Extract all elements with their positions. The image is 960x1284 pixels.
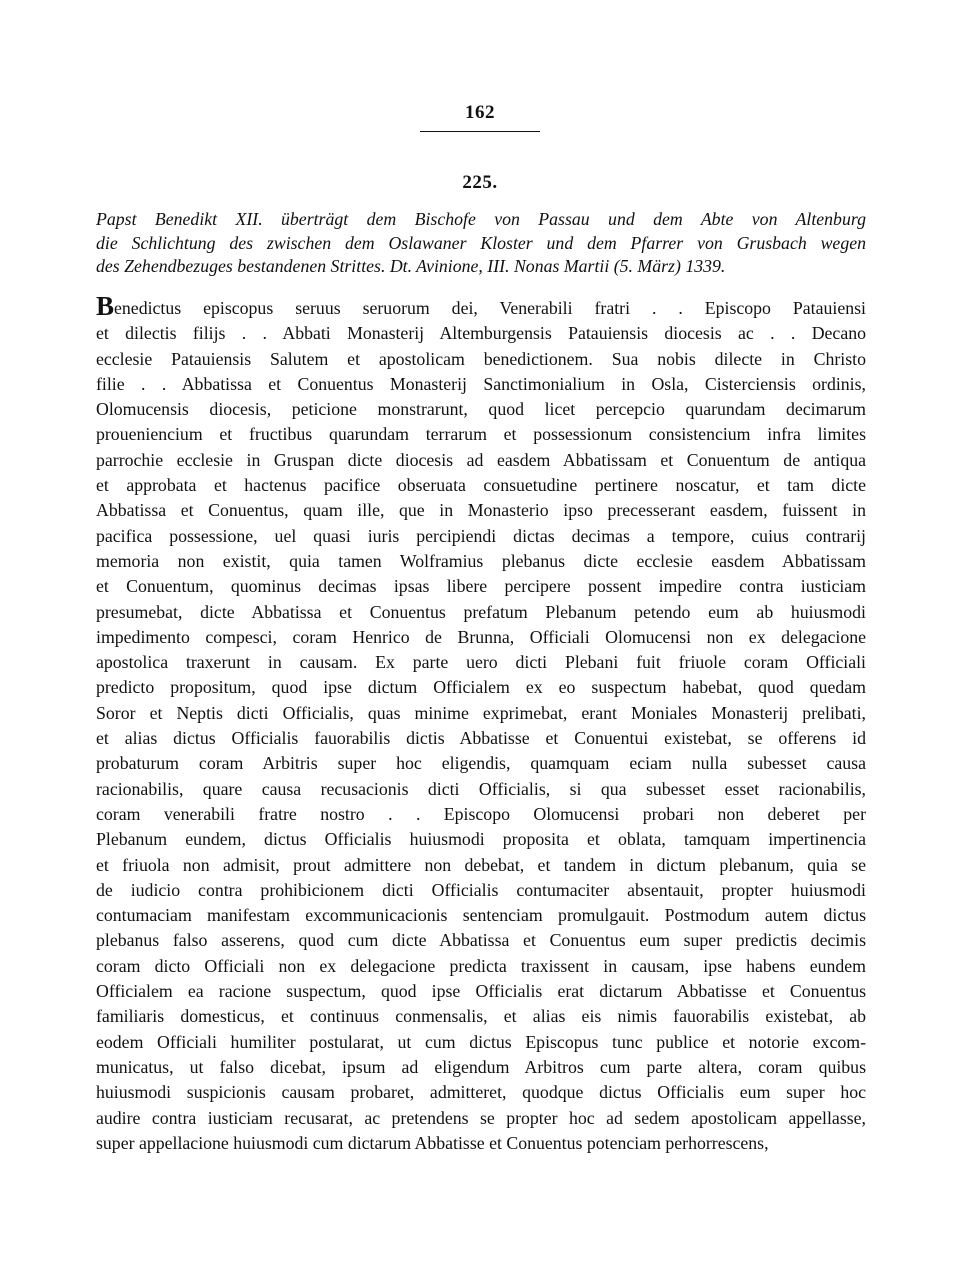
- charter-line: audire contra iusticiam recusarat, ac pretendens se propter hoc ad sedem apostolicam appellasse,: [96, 1107, 866, 1128]
- charter-line: filie . . Abbatissa et Conuentus Monasterij Sanctimonialium in Osla, Cisterciensis ordinis,: [96, 373, 866, 394]
- charter-line: coram dicto Officiali non ex delegacione predicta traxissent in causam, ipse habens eundem: [96, 955, 866, 976]
- charter-line: contumaciam manifestam excommunicacionis sentenciam promulgauit. Postmodum autem dictus: [96, 905, 866, 926]
- initial-letter: B: [96, 291, 115, 321]
- regest-line: die Schlichtung des zwischen dem Oslawaner Kloster und dem Pfarrer von Grusbach wegen: [96, 232, 866, 253]
- charter-line: plebanus falso asserens, quod cum dicte Abbatissa et Conuentus eum super predictis decimis: [96, 930, 866, 951]
- charter-line: impedimento compesci, coram Henrico de Brunna, Officiali Olomucensi non ex delegacione: [96, 626, 866, 647]
- regest-summary: [96, 208, 866, 279]
- header-rule: [420, 131, 540, 132]
- charter-line: pacifica possessione, uel quasi iuris percipiendi dictas decimas a tempore, cuius contrarij: [96, 525, 866, 546]
- page-number: 162: [465, 102, 495, 123]
- charter-line: et approbata et hactenus pacifice obseruata consuetudine pertinere noscatur, et tam dicte: [96, 475, 866, 496]
- charter-line: de iudicio contra prohibicionem dicti Officialis contumaciter absentauit, propter huiusmodi: [96, 879, 866, 900]
- first-line-text: enedictus episcopus seruus seruorum dei, Venerabili fratri . . Episcopo Patauiensi: [114, 298, 866, 318]
- charter-line: Plebanum eundem, dictus Officialis huiusmodi proposita et oblata, tamquam impertinencia: [96, 829, 866, 850]
- charter-line: Soror et Neptis dicti Officialis, quas minime exprimebat, erant Moniales Monasterij prelibati,: [96, 702, 866, 723]
- charter-line: parrochie ecclesie in Gruspan dicte diocesis ad easdem Abbatissam et Conuentum de antiqua: [96, 449, 866, 470]
- charter-line: et dilectis filijs . . Abbati Monasterij Altemburgensis Patauiensis diocesis ac . . Decano: [96, 323, 866, 344]
- charter-line: Abbatissa et Conuentus, quam ille, que in Monasterio ipso precesserant easdem, fuissent in: [96, 500, 866, 521]
- charter-line: Officialem ea racione suspectum, quod ipse Officialis erat dictarum Abbatisse et Conuentus: [96, 981, 866, 1002]
- document-number: 225.: [462, 172, 498, 193]
- charter-line: et friuola non admisit, prout admittere non debebat, et tandem in dictum plebanum, quia se: [96, 854, 866, 875]
- charter-line: racionabilis, quare causa recusacionis dicti Officialis, si qua subesset esset racionabilis,: [96, 778, 866, 799]
- charter-line: et Conuentum, quominus decimas ipsas libere percipere possent impedire contra iusticiam: [96, 576, 866, 597]
- charter-line: Olomucensis diocesis, peticione monstrarunt, quod licet percepcio quarundam decimarum: [96, 399, 866, 420]
- charter-line: ecclesie Patauiensis Salutem et apostolicam benedictionem. Sua nobis dilecte in Christo: [96, 348, 866, 369]
- charter-line: apostolica traxerunt in causam. Ex parte uero dicti Plebani fuit friuole coram Officiali: [96, 652, 866, 673]
- charter-line: predicto propositum, quod ipse dictum Officialem ex eo suspectum habebat, quod quedam: [96, 677, 866, 698]
- charter-line: et alias dictus Officialis fauorabilis dictis Abbatisse et Conuentui existebat, se offerens id: [96, 728, 866, 749]
- charter-first-line: [96, 291, 866, 321]
- regest-line: Papst Benedikt XII. überträgt dem Bischofe von Passau und dem Abte von Altenburg: [96, 209, 866, 229]
- charter-line: super appellacione huiusmodi cum dictarum Abbatisse et Conuentus potenciam perhorrescens,: [96, 1132, 769, 1153]
- charter-line: familiaris domesticus, et continuus conmensalis, et alias eis nimis fauorabilis existebat, ab: [96, 1006, 866, 1027]
- regest-line: des Zehendbezuges bestandenen Strittes. Dt. Avinione, III. Nonas Martii (5. März) 1339.: [96, 256, 726, 276]
- charter-line: municatus, ut falso dicebat, ipsum ad eligendum Arbitros cum parte altera, coram quibus: [96, 1056, 866, 1077]
- charter-line: huiusmodi suspicionis causam probaret, admitteret, quodque dictus Officialis eum super hoc: [96, 1082, 866, 1103]
- charter-line: eodem Officiali humiliter postularat, ut cum dictus Episcopus tunc publice et notorie excom-: [96, 1031, 866, 1052]
- charter-line: presumebat, dicte Abbatissa et Conuentus prefatum Plebanum petendo eum ab huiusmodi: [96, 601, 866, 622]
- charter-line: memoria non existit, quia tamen Wolframius plebanus dicte ecclesie easdem Abbatissam: [96, 550, 866, 571]
- charter-text: [96, 291, 866, 1156]
- charter-line: probaturum coram Arbitris super hoc eligendis, quamquam eciam nulla subesset causa: [96, 753, 866, 774]
- charter-line: coram venerabili fratre nostro . . Episcopo Olomucensi probari non deberet per: [96, 803, 866, 824]
- charter-line: proueniencium et fructibus quarundam terrarum et possessionum consistencium infra limites: [96, 424, 866, 445]
